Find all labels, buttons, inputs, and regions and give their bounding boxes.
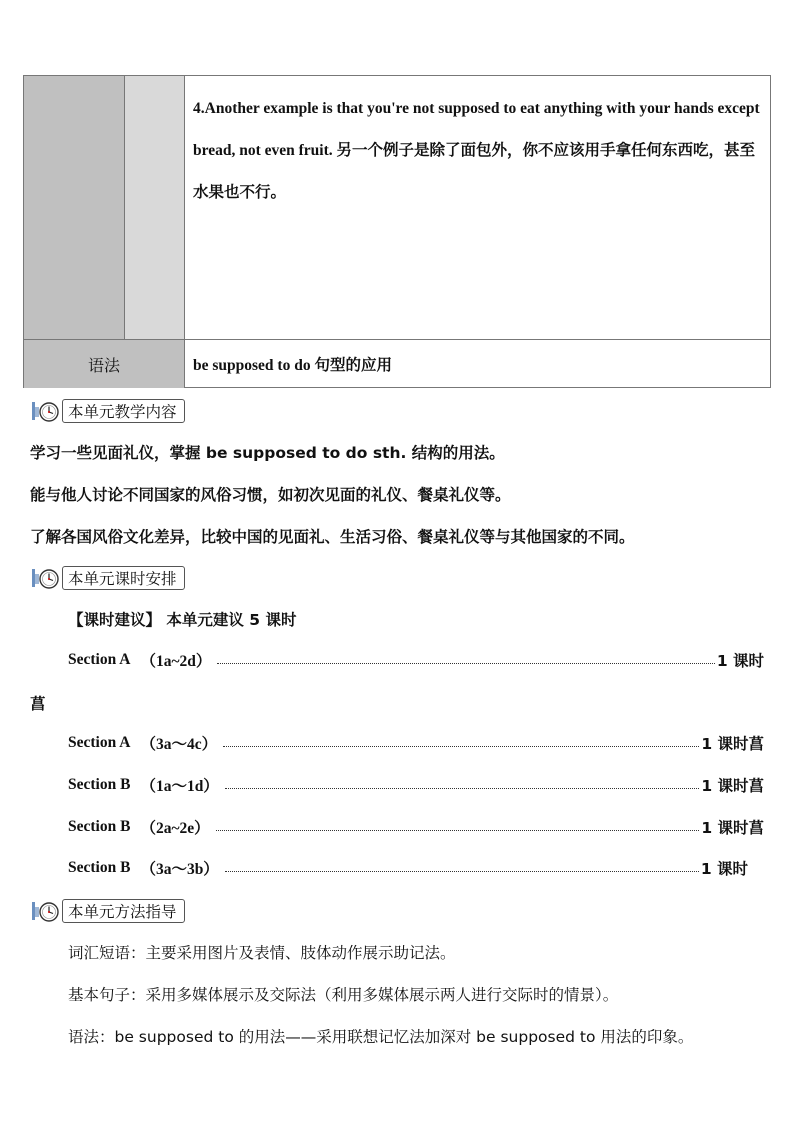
schedule-row: [68, 816, 764, 838]
example-cell: 4.Another example is that you're not supposed to eat anything with your hands except bread, not even fruit. 另一个例子是除了面包外，你不应该用手拿任何东西吃，甚至水果也不行。: [193, 100, 760, 201]
grammar-value: be supposed to do 句型的应用: [193, 357, 392, 374]
table-cell-blank-1: [24, 76, 125, 339]
schedule-section: Section A: [68, 651, 131, 668]
content-line-2: 能与他人讨论不同国家的风俗习惯，如初次见面的礼仪、餐桌礼仪等。: [30, 486, 511, 504]
table-cell-blank-2: [125, 76, 185, 339]
method-line-1: 词汇短语：主要采用图片及表情、肢体动作展示助记法。: [68, 944, 456, 962]
clock-icon: [30, 899, 60, 923]
schedule-hours: 1 课时: [700, 860, 748, 878]
section-header-content: [30, 399, 185, 423]
section-header-schedule: [30, 566, 185, 590]
schedule-hours: 1 课时菖: [701, 777, 764, 795]
section-title: 本单元方法指导: [62, 899, 185, 923]
section-header-method: [30, 899, 185, 923]
clock-icon: [30, 399, 60, 423]
dot-leader: [216, 820, 700, 831]
schedule-suggestion: 【课时建议】 本单元建议 5 课时: [68, 611, 297, 629]
schedule-range: （3a～3b）: [140, 861, 219, 878]
schedule-range: （1a~2d）: [140, 653, 212, 670]
schedule-range: （2a~2e）: [140, 820, 210, 837]
lesson-table: [23, 75, 771, 388]
method-line-2: 基本句子：采用多媒体展示及交际法（利用多媒体展示两人进行交际时的情景）。: [68, 986, 619, 1004]
schedule-hours: 1 课时菖: [701, 735, 764, 753]
schedule-range: （3a～4c）: [140, 736, 218, 753]
grammar-label: 语法: [24, 340, 185, 388]
schedule-row: [68, 732, 764, 754]
clock-icon: [30, 566, 60, 590]
schedule-section: Section B: [68, 818, 131, 835]
dot-leader: [223, 736, 699, 747]
dot-leader: [225, 778, 700, 789]
section-title: 本单元课时安排: [62, 566, 185, 590]
schedule-hours: 1 课时: [716, 652, 764, 670]
schedule-section: Section B: [68, 859, 131, 876]
content-line-1: 学习一些见面礼仪，掌握 be supposed to do sth. 结构的用法。: [30, 444, 505, 462]
section-title: 本单元教学内容: [62, 399, 185, 423]
schedule-row: [68, 774, 764, 796]
method-line-3: 语法：be supposed to 的用法——采用联想记忆法加深对 be supposed to 用法的印象。: [68, 1028, 694, 1046]
schedule-section: Section B: [68, 776, 131, 793]
schedule-wrap-char: 菖: [30, 695, 46, 713]
schedule-range: （1a～1d）: [140, 778, 219, 795]
content-line-3: 了解各国风俗文化差异，比较中国的见面礼、生活习俗、餐桌礼仪等与其他国家的不同。: [30, 528, 635, 546]
schedule-row: [68, 649, 764, 671]
dot-leader: [217, 653, 714, 664]
schedule-hours: 1 课时菖: [701, 819, 764, 837]
schedule-section: Section A: [68, 734, 131, 751]
schedule-row: [68, 857, 748, 879]
dot-leader: [225, 861, 699, 872]
